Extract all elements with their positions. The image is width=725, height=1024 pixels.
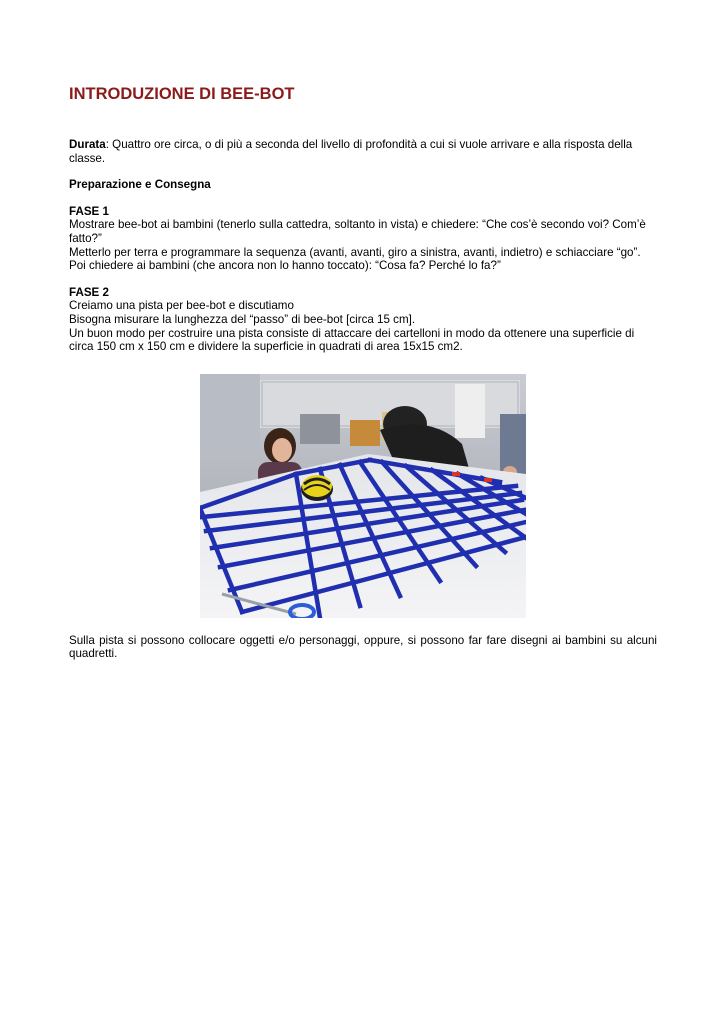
fase1-line-1: Mostrare bee-bot ai bambini (tenerlo sulla cattedra, soltanto in vista) e chiedere: “Che cos’è secondo voi? Com’è fatto?” bbox=[69, 218, 646, 245]
fase2-line-3: Un buon modo per costruire una pista consiste di attaccare dei cartelloni in modo da ottenere una superficie di circa 150 cm x 150 cm e dividere la superficie in quadrati di area 15x15 cm2. bbox=[69, 326, 635, 354]
durata-text: : Quattro ore circa, o di più a seconda del livello di profondità a cui si vuole arrivare e alla risposta della classe. bbox=[69, 138, 633, 165]
durata-paragraph bbox=[69, 138, 657, 165]
preparazione-heading: Preparazione e Consegna bbox=[69, 178, 211, 192]
closing-paragraph: Sulla pista si possono collocare oggetti e/o personaggi, oppure, si possono far fare disegni ai bambini su alcuni quadretti. bbox=[69, 633, 657, 661]
fase2-section bbox=[69, 286, 657, 354]
page-title: INTRODUZIONE DI BEE-BOT bbox=[69, 85, 295, 103]
fase2-line-2: Bisogna misurare la lunghezza del “passo” di bee-bot [circa 15 cm]. bbox=[69, 312, 416, 326]
fase2-line-1: Creiamo una pista per bee-bot e discutiamo bbox=[69, 299, 294, 313]
document-page bbox=[69, 84, 657, 661]
durata-label: Durata bbox=[69, 138, 106, 151]
fase2-heading: FASE 2 bbox=[69, 285, 109, 299]
fase1-line-3: Poi chiedere ai bambini (che ancora non lo hanno toccato): “Cosa fa? Perché lo fa?” bbox=[69, 259, 501, 273]
fase1-line-2: Metterlo per terra e programmare la sequenza (avanti, avanti, giro a sinistra, avanti, indietro) e schiacciare “go”. bbox=[69, 245, 641, 259]
fase1-heading: FASE 1 bbox=[69, 204, 109, 218]
fase1-section bbox=[69, 205, 657, 273]
bee-bot-track-photo bbox=[200, 374, 526, 618]
